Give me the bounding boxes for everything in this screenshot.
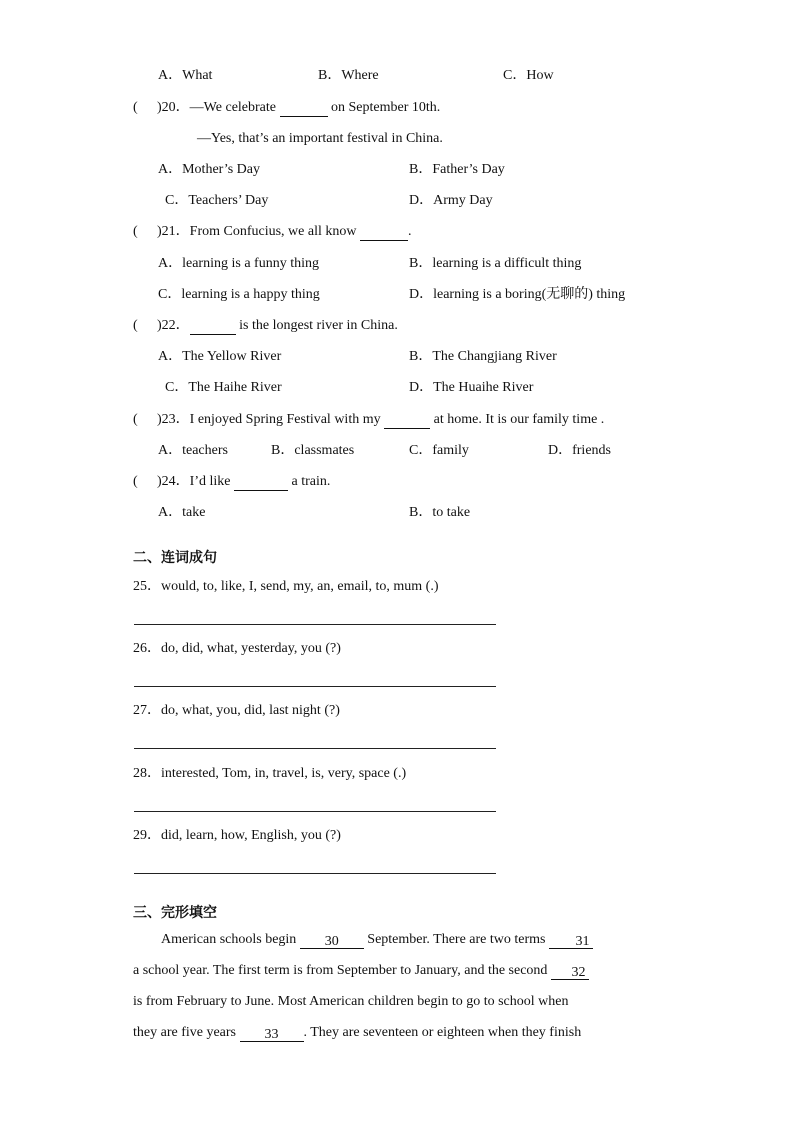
q26-answer-line[interactable] — [134, 686, 496, 687]
blank-32[interactable] — [551, 964, 589, 980]
q21-option-b: B．learning is a difficult thing — [409, 256, 582, 271]
cloze-text: a school year. The first term is from September to January, and the second — [133, 963, 548, 978]
q20-answer-paren-open: ( — [133, 100, 138, 115]
q21-number: )21． — [157, 224, 190, 239]
q20-line2: —Yes, that’s an important festival in China. — [197, 131, 443, 146]
q22-question — [157, 317, 398, 335]
q24-question — [157, 473, 330, 491]
q20-option-c: C．Teachers’ Day — [165, 193, 269, 208]
q20-number: )20． — [157, 100, 190, 115]
q21-option-a: A．learning is a funny thing — [158, 256, 319, 271]
q23-option-a: A．teachers — [158, 443, 228, 458]
q28-answer-line[interactable] — [134, 811, 496, 812]
q23-stem-pre: I enjoyed Spring Festival with my — [189, 412, 381, 427]
q19-option-a: A．What — [158, 68, 213, 83]
q29-answer-line[interactable] — [134, 873, 496, 874]
q24-stem-post: a train. — [291, 474, 331, 489]
q20-stem-pre: —We celebrate — [189, 100, 276, 115]
q22-blank[interactable] — [190, 319, 236, 335]
cloze-text: they are five years — [133, 1025, 236, 1040]
blank-32-number: 32 — [571, 965, 586, 980]
blank-33[interactable] — [240, 1026, 304, 1042]
cloze-line-4 — [133, 1024, 660, 1042]
q21-question — [157, 223, 412, 241]
q22-option-b: B．The Changjiang River — [409, 349, 557, 364]
blank-31[interactable] — [549, 933, 593, 949]
q23-answer-paren-open: ( — [133, 412, 138, 427]
q25-word-list: 25．would, to, like, I, send, my, an, email, to, mum (.) — [133, 579, 439, 594]
cloze-line-3: is from February to June. Most American children begin to go to school when — [133, 994, 569, 1009]
cloze-text: September. There are two terms — [367, 932, 546, 947]
q23-number: )23． — [157, 412, 190, 427]
q22-option-d: D．The Huaihe River — [409, 380, 534, 395]
q23-stem-post: at home. It is our family time . — [433, 412, 605, 427]
q23-option-b: B．classmates — [271, 443, 355, 458]
q24-number: )24． — [157, 474, 190, 489]
q22-option-c: C．The Haihe River — [165, 380, 282, 395]
q23-blank[interactable] — [384, 413, 430, 429]
q21-stem-post: . — [408, 224, 412, 239]
q20-question — [157, 99, 440, 117]
q26-word-list: 26．do, did, what, yesterday, you (?) — [133, 641, 341, 656]
q22-number: )22． — [157, 318, 190, 333]
q29-word-list: 29．did, learn, how, English, you (?) — [133, 828, 341, 843]
q23-option-c: C．family — [409, 443, 469, 458]
q22-answer-paren-open: ( — [133, 318, 138, 333]
q23-option-d: D．friends — [548, 443, 611, 458]
section-3-heading: 三、完形填空 — [133, 905, 217, 921]
blank-30[interactable] — [300, 933, 364, 949]
q27-word-list: 27．do, what, you, did, last night (?) — [133, 703, 340, 718]
q22-option-a: A．The Yellow River — [158, 349, 282, 364]
q24-answer-paren-open: ( — [133, 474, 138, 489]
q21-blank[interactable] — [360, 225, 408, 241]
blank-30-number: 30 — [324, 934, 339, 949]
q27-answer-line[interactable] — [134, 748, 496, 749]
cloze-line-1 — [133, 931, 660, 949]
q23-question — [157, 411, 604, 429]
q25-answer-line[interactable] — [134, 624, 496, 625]
q21-answer-paren-open: ( — [133, 224, 138, 239]
q21-option-c: C．learning is a happy thing — [158, 287, 320, 302]
blank-31-number: 31 — [575, 934, 590, 949]
q19-option-b: B．Where — [318, 68, 379, 83]
q24-stem-pre: I’d like — [189, 474, 231, 489]
q20-option-d: D．Army Day — [409, 193, 493, 208]
q24-blank[interactable] — [234, 475, 288, 491]
blank-33-number: 33 — [264, 1027, 279, 1042]
q21-option-d: D．learning is a boring(无聊的) thing — [409, 287, 626, 302]
q20-option-a: A．Mother’s Day — [158, 162, 261, 177]
q20-blank[interactable] — [280, 101, 328, 117]
q24-option-a: A．take — [158, 505, 206, 520]
q19-option-c: C．How — [503, 68, 554, 83]
cloze-text: American schools begin — [161, 932, 297, 947]
cloze-text: . They are seventeen or eighteen when they finish — [303, 1025, 582, 1040]
section-2-heading: 二、连词成句 — [133, 550, 217, 566]
q20-option-b: B．Father’s Day — [409, 162, 505, 177]
q28-word-list: 28．interested, Tom, in, travel, is, very, space (.) — [133, 766, 407, 781]
q24-option-b: B．to take — [409, 505, 471, 520]
q22-stem-post: is the longest river in China. — [239, 318, 398, 333]
q21-stem-pre: From Confucius, we all know — [189, 224, 357, 239]
q20-stem-post: on September 10th. — [331, 100, 441, 115]
cloze-line-2 — [133, 962, 660, 980]
